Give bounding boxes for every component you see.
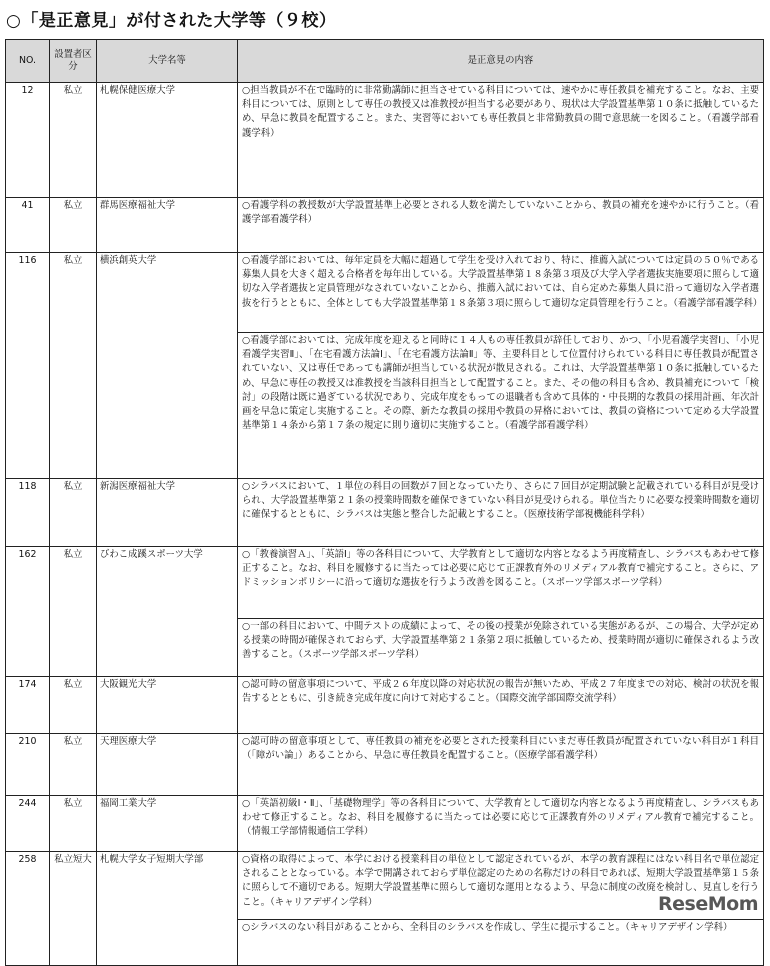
school-no: 162	[6, 547, 50, 677]
opinion-text: ○資格の取得によって、本学における授業科目の単位として認定されているが、本学の教育課程にはない科目名で単位認定されることとなっている。本学で開講されておらず単位認定のための名称だけの科目であれば、短期大学設置基準第１５条に照らして不適切である。短期大学設置基準に照らして適切な運用となるよう、早急に制度の改廃を検討し、見直しを行うこと。（キャリアデザイン学科）	[238, 852, 764, 920]
header-type: 設置者区分	[50, 40, 97, 83]
opinion-text: ○「英語初級Ⅰ・Ⅱ」、「基礎物理学」等の各科目について、大学教育として適切な内容となるよう再度精査し、シラバスもあわせて修正すること。なお、科目を履修するに当たっては必要に応じて正課教育外のリメディアル教育で補完すること。（情報工学部情報通信工学科）	[238, 796, 764, 852]
school-type: 私立	[50, 253, 97, 479]
table-row	[6, 253, 764, 333]
opinion-text: ○認可時の留意事項として、専任教員の補充を必要とされた授業科目にいまだ専任教員が配置されていない科目が１科目（「障がい論」）あることから、早急に専任教員を配置すること。（医療学部看護学科）	[238, 734, 764, 796]
school-type: 私立	[50, 479, 97, 547]
school-no: 244	[6, 796, 50, 852]
school-name: 福岡工業大学	[97, 796, 238, 852]
table-row	[6, 198, 764, 253]
header-name: 大学名等	[97, 40, 238, 83]
resemom-logo: ReseMom	[658, 893, 758, 915]
school-name: 札幌保健医療大学	[97, 83, 238, 198]
table-row	[6, 852, 764, 920]
school-type: 私立	[50, 734, 97, 796]
opinion-text: ○一部の科目において、中間テストの成績によって、その後の授業が免除されている実態があるが、この場合、大学が定める授業の時間が確保されておらず、大学設置基準第２１条第２項に抵触しているため、授業時間が適切に確保されるよう改善すること。（スポーツ学部スポーツ学科）	[238, 619, 764, 677]
school-name: 札幌大学女子短期大学部	[97, 852, 238, 966]
opinion-text: ○担当教員が不在で臨時的に非常勤講師に担当させている科目については、速やかに専任教員を補充すること。なお、主要科目については、原則として専任の教授又は准教授が担当する必要があり、現状は大学設置基準第１０条に抵触しているため、早急に教員を配置すること。また、実習等においても専任教員と非常勤教員の間で意思統一を図ること。（看護学部看護学科）	[238, 83, 764, 198]
opinion-text: ○看護学科の教授数が大学設置基準上必要とされる人数を満たしていないことから、教員の補充を速やかに行うこと。（看護学部看護学科）	[238, 198, 764, 253]
school-type: 私立	[50, 83, 97, 198]
school-no: 116	[6, 253, 50, 479]
school-type: 私立	[50, 198, 97, 253]
table-row	[6, 734, 764, 796]
school-type: 私立	[50, 677, 97, 734]
school-name: びわこ成蹊スポーツ大学	[97, 547, 238, 677]
table-header-row	[6, 40, 764, 83]
page-title: ○「是正意見」が付された大学等（９校）	[6, 11, 337, 31]
school-no: 41	[6, 198, 50, 253]
header-content: 是正意見の内容	[238, 40, 764, 83]
table-row	[6, 796, 764, 852]
table-row	[6, 677, 764, 734]
opinion-text: ○看護学部においては、完成年度を迎えると同時に１４人もの専任教員が辞任しており、かつ、「小児看護学実習Ⅰ」、「小児看護学実習Ⅱ」、「在宅看護方法論Ⅰ」、「在宅看護方法論Ⅱ」等、主要科目として位置付けられている科目に専任教員が配置されていない、又は専任であっても講師が担当している状況が散見される。これは、大学設置基準第１０条に抵触しているため、早急に専任の教授又は准教授を当該科目担当として配置すること。また、その他の科目も含め、教員補充について「検討」の段階は既に過ぎている状況であり、完成年度をもっての退職者も含めて具体的・中長期的な教員の採用計画、年次計画を早急に策定し実施すること。その際、新たな教員の採用や教員の昇格においては、教員の資格について定める大学設置基準第１４条から第１７条の規定に則り適切に実施すること。（看護学部看護学科）	[238, 333, 764, 479]
school-name: 群馬医療福祉大学	[97, 198, 238, 253]
school-no: 118	[6, 479, 50, 547]
opinion-text: ○「教養演習Ａ」、「英語Ⅰ」等の各科目について、大学教育として適切な内容となるよう再度精査し、シラバスもあわせて修正すること。なお、科目を履修するに当たっては必要に応じて正課教育外のリメディアル教育で補完すること。さらに、アドミッションポリシーに沿って適切な選抜を行うよう改善を図ること。（スポーツ学部スポーツ学科）	[238, 547, 764, 619]
opinion-text: ○シラバスにおいて、１単位の科目の回数が７回となっていたり、さらに７回目が定期試験と記載されている科目が見受けられ、大学設置基準第２１条の授業時間数を確保できていない科目が見受けられる。単位当たりに必要な授業時間数を適切に確保するとともに、シラバスは実態と整合した記載とすること。（医療技術学部視機能科学科）	[238, 479, 764, 547]
school-type: 私立短大	[50, 852, 97, 966]
school-no: 258	[6, 852, 50, 966]
school-name: 大阪観光大学	[97, 677, 238, 734]
table-row	[6, 83, 764, 198]
header-no: NO.	[6, 40, 50, 83]
school-no: 12	[6, 83, 50, 198]
school-name: 新潟医療福祉大学	[97, 479, 238, 547]
opinion-text: ○看護学部においては、毎年定員を大幅に超過して学生を受け入れており、特に、推薦入試については定員の５０％である募集人員を大きく超える合格者を毎年出している。大学設置基準第１８条第３項及び大学入学者選抜実施要項に照らして適切な入学者選抜と定員管理がなされていないことから、推薦入試においては、自ら定めた募集人員に沿って適切な入学者選抜を行うとともに、全体としても大学設置基準第１８条第３項に照らして適切な定員管理を行うこと。（看護学部看護学科）	[238, 253, 764, 333]
opinion-text: ○認可時の留意事項について、平成２６年度以降の対応状況の報告が無いため、平成２７年度までの対応、検討の状況を報告するとともに、引き続き完成年度に向けて対応すること。（国際交流学部国際交流学科）	[238, 677, 764, 734]
school-type: 私立	[50, 796, 97, 852]
school-type: 私立	[50, 547, 97, 677]
school-name: 天理医療大学	[97, 734, 238, 796]
opinion-text: ○シラバスのない科目があることから、全科目のシラバスを作成し、学生に提示すること。（キャリアデザイン学科）	[238, 920, 764, 966]
table-row	[6, 479, 764, 547]
school-name: 横浜創英大学	[97, 253, 238, 479]
table-row	[6, 547, 764, 619]
school-no: 174	[6, 677, 50, 734]
corrective-opinions-table	[5, 39, 764, 966]
school-no: 210	[6, 734, 50, 796]
